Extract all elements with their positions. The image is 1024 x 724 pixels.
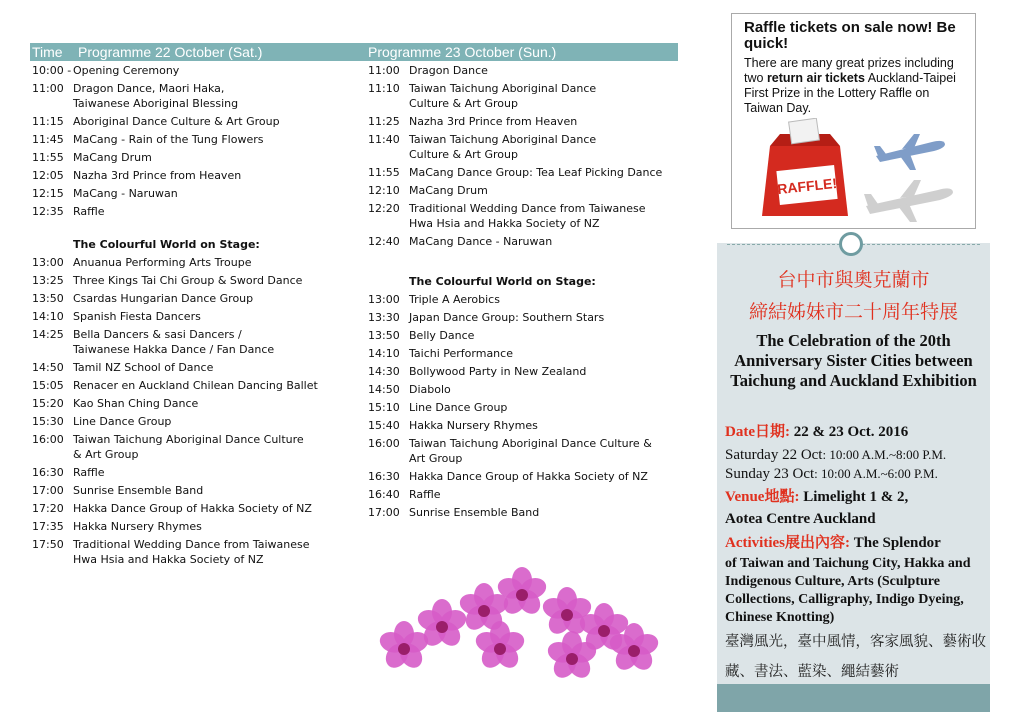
schedule-time: 10:00 - <box>32 64 72 77</box>
schedule-act-line: Taiwanese Hakka Dance / Fan Dance <box>73 343 275 356</box>
saturday-morning-list <box>32 63 323 219</box>
chinese-title-line-1: 台中市與奧克蘭市 <box>777 269 930 291</box>
schedule-time: 12:35 <box>32 205 64 218</box>
schedule-act <box>73 273 323 288</box>
schedule-row <box>368 292 664 307</box>
schedule-act-line: Dragon Dance, Maori Haka, <box>73 82 225 95</box>
schedule-act <box>73 150 323 165</box>
schedule-act-line: MaCang - Naruwan <box>73 187 178 200</box>
chinese-title-line-2: 締結姊妹市二十周年特展 <box>748 301 958 323</box>
schedule-time: 11:55 <box>368 166 400 179</box>
schedule-time: 12:10 <box>368 184 400 197</box>
saturday-hours <box>725 446 987 464</box>
schedule-act-line: Sunrise Ensemble Band <box>409 506 540 519</box>
schedule-row <box>368 328 664 343</box>
schedule-row <box>368 165 664 180</box>
schedule-act-line: Raffle <box>73 466 105 479</box>
schedule-time: 11:00 <box>32 82 64 95</box>
schedule-row <box>368 183 664 198</box>
schedule-time: 16:30 <box>32 466 64 479</box>
schedule-act <box>409 234 664 249</box>
schedule-row <box>368 201 664 231</box>
schedule-time: 16:30 <box>368 470 400 483</box>
saturday-section-title: The Colourful World on Stage: <box>73 238 260 251</box>
schedule-time: 14:50 <box>32 361 64 374</box>
raffle-body-bold: return air tickets <box>766 71 865 85</box>
schedule-time: 17:50 <box>32 538 64 551</box>
venue-value: Limelight 1 & 2, <box>799 489 909 505</box>
schedule-row <box>32 414 323 429</box>
airplane-icon <box>872 132 948 172</box>
saturday-afternoon-list <box>32 255 323 567</box>
schedule-row <box>32 273 323 288</box>
raffle-headline: Raffle tickets on sale now! Be quick! <box>744 19 956 52</box>
schedule-act-line: Kao Shan Ching Dance <box>73 397 199 410</box>
schedule-row <box>32 168 323 183</box>
raffle-body-1: There are many great prizes including two <box>744 56 954 85</box>
schedule-act <box>73 519 323 534</box>
schedule-time: 11:15 <box>32 115 64 128</box>
exhibition-info-panel <box>717 243 990 712</box>
schedule-time: 15:10 <box>368 401 400 414</box>
schedule-act-line: Bollywood Party in New Zealand <box>409 365 587 378</box>
schedule-act <box>73 465 323 480</box>
schedule-row <box>368 487 664 502</box>
raffle-description <box>744 56 969 116</box>
schedule-act-line: MaCang - Rain of the Tung Flowers <box>73 133 264 146</box>
schedule-row <box>32 291 323 306</box>
schedule-time: 14:30 <box>368 365 400 378</box>
schedule-time: 12:15 <box>32 187 64 200</box>
schedule-time: 16:00 <box>368 437 400 450</box>
schedule-row <box>368 505 664 520</box>
schedule-act-line: MaCang Dance - Naruwan <box>409 235 553 248</box>
schedule-time: 16:00 <box>32 433 64 446</box>
schedule-time: 15:05 <box>32 379 64 392</box>
schedule-time: 17:35 <box>32 520 64 533</box>
schedule-time: 17:00 <box>368 506 400 519</box>
schedule-act <box>73 360 323 375</box>
sunday-label: Sunday 23 Oct <box>725 466 815 482</box>
schedule-row <box>368 114 664 129</box>
schedule-act-line: Hakka Dance Group of Hakka Society of NZ <box>73 502 312 515</box>
schedule-act-line: Triple A Aerobics <box>409 293 500 306</box>
schedule-act-line: Taiwan Taichung Aboriginal Dance <box>409 133 597 146</box>
schedule-act <box>73 537 323 567</box>
schedule-time: 13:30 <box>368 311 400 324</box>
sunday-afternoon-list <box>368 292 664 520</box>
schedule-act-line: Hwa Hsia and Hakka Society of NZ <box>73 553 264 566</box>
schedule-act-line: Aboriginal Dance Culture & Art Group <box>73 115 280 128</box>
schedule-act <box>409 310 664 325</box>
schedule-act-line: Opening Ceremony <box>73 64 180 77</box>
schedule-act <box>73 168 323 183</box>
schedule-act <box>73 186 323 201</box>
schedule-act-line: Traditional Wedding Dance from Taiwanese <box>73 538 310 551</box>
schedule-row <box>32 327 323 357</box>
schedule-act-line: Traditional Wedding Dance from Taiwanese <box>409 202 646 215</box>
schedule-act-line: Three Kings Tai Chi Group & Sword Dance <box>73 274 303 287</box>
schedule-act-line: Hakka Dance Group of Hakka Society of NZ <box>409 470 648 483</box>
schedule-time: 11:40 <box>368 133 400 146</box>
schedule-row <box>368 63 664 78</box>
schedule-act-line: Line Dance Group <box>409 401 508 414</box>
saturday-time: : 10:00 A.M.~8:00 P.M. <box>822 447 947 462</box>
schedule-time: 11:45 <box>32 133 64 146</box>
schedule-row <box>368 469 664 484</box>
date-value: 22 & 23 Oct. 2016 <box>789 424 909 440</box>
schedule-act-line: & Art Group <box>73 448 139 461</box>
schedule-act-line: Taiwan Taichung Aboriginal Dance Culture & <box>409 437 652 450</box>
schedule-act <box>73 114 323 129</box>
schedule-act <box>409 487 664 502</box>
schedule-act <box>409 183 664 198</box>
schedule-time: 11:00 <box>368 64 400 77</box>
english-title: The Celebration of the 20th Anniversary Sister Cities between Taichung and Auckland Exhibition <box>730 331 977 390</box>
schedule-act <box>409 292 664 307</box>
schedule-act-line: Belly Dance <box>409 329 475 342</box>
date-line <box>725 424 987 441</box>
schedule-act-line: Hakka Nursery Rhymes <box>409 419 538 432</box>
sunday-hours <box>725 465 987 483</box>
schedule-act-line: Raffle <box>409 488 441 501</box>
schedule-row <box>32 396 323 411</box>
schedule-time: 14:25 <box>32 328 64 341</box>
schedule-row <box>32 537 323 567</box>
schedule-act-line: MaCang Drum <box>409 184 488 197</box>
schedule-act <box>73 483 323 498</box>
schedule-act <box>73 378 323 393</box>
schedule-act <box>73 501 323 516</box>
schedule-act-line: Hwa Hsia and Hakka Society of NZ <box>409 217 600 230</box>
schedule-row <box>368 234 664 249</box>
schedule-act-line: Diabolo <box>409 383 451 396</box>
schedule-act <box>73 432 323 462</box>
schedule-row <box>368 310 664 325</box>
schedule-act <box>73 309 323 324</box>
schedule-act-line: Nazha 3rd Prince from Heaven <box>409 115 578 128</box>
schedule-act-line: Taiwan Taichung Aboriginal Dance Culture <box>73 433 304 446</box>
schedule-act <box>409 132 664 162</box>
schedule-time: 17:00 <box>32 484 64 497</box>
saturday-label: Saturday 22 Oct <box>725 447 823 463</box>
schedule-time: 17:20 <box>32 502 64 515</box>
schedule-act <box>409 382 664 397</box>
schedule-act-line: Dragon Dance <box>409 64 488 77</box>
schedule-act-line: Line Dance Group <box>73 415 172 428</box>
schedule-act <box>409 364 664 379</box>
schedule-row <box>32 114 323 129</box>
schedule-row <box>368 364 664 379</box>
schedule-time: 13:50 <box>368 329 400 342</box>
schedule-act <box>409 346 664 361</box>
saturday-programme <box>32 63 323 570</box>
schedule-row <box>32 81 323 111</box>
schedule-time: 12:40 <box>368 235 400 248</box>
header-time: Time <box>30 43 76 61</box>
schedule-act <box>409 505 664 520</box>
schedule-act <box>73 204 323 219</box>
schedule-act <box>409 201 664 231</box>
schedule-time: 16:40 <box>368 488 400 501</box>
activities-value-1: The Splendor <box>849 535 941 551</box>
activities-description: of Taiwan and Taichung City, Hakka and Indigenous Culture, Arts (Sculpture Collections, Calligraphy, Indigo Dyeing, Chinese Knotting) <box>725 556 971 625</box>
schedule-time: 12:05 <box>32 169 64 182</box>
header-sunday: Programme 23 October (Sun.) <box>366 43 678 61</box>
schedule-row <box>32 309 323 324</box>
panel-footer <box>717 684 990 712</box>
schedule-time: 15:30 <box>32 415 64 428</box>
sunday-morning-list <box>368 63 664 249</box>
ring-ornament-icon <box>839 232 863 256</box>
schedule-act <box>73 414 323 429</box>
activities-chinese: 臺灣風光，臺中風情，客家風貌、藝術收藏、書法、藍染、繩結藝術 <box>725 634 986 680</box>
schedule-row <box>32 465 323 480</box>
schedule-row <box>368 418 664 433</box>
venue-label: Venue地點: <box>725 489 800 505</box>
schedule-act <box>409 81 664 111</box>
schedule-act <box>73 291 323 306</box>
schedule-act <box>73 255 323 270</box>
schedule-act <box>73 327 323 357</box>
schedule-act <box>409 400 664 415</box>
schedule-act-line: Japan Dance Group: Southern Stars <box>409 311 605 324</box>
schedule-row <box>368 132 664 162</box>
schedule-act <box>409 328 664 343</box>
schedule-time: 11:25 <box>368 115 400 128</box>
raffle-promo <box>731 13 976 229</box>
schedule-row <box>32 255 323 270</box>
venue-line-2: Aotea Centre Auckland <box>725 511 876 527</box>
schedule-act-line: Taiwanese Aboriginal Blessing <box>73 97 239 110</box>
schedule-row <box>32 63 323 78</box>
sunday-time: : 10:00 A.M.~6:00 P.M. <box>814 466 938 481</box>
schedule-act <box>409 165 664 180</box>
schedule-act-line: Spanish Fiesta Dancers <box>73 310 201 323</box>
activities-label: Activities展出內容: <box>725 535 850 551</box>
schedule-row <box>32 432 323 462</box>
schedule-row <box>32 501 323 516</box>
schedule-act-line: MaCang Dance Group: Tea Leaf Picking Dance <box>409 166 663 179</box>
schedule-time: 11:10 <box>368 82 400 95</box>
date-label: Date日期: <box>725 424 790 440</box>
airplane-icon <box>862 178 958 224</box>
schedule-row <box>32 483 323 498</box>
schedule-row <box>368 400 664 415</box>
schedule-row <box>368 382 664 397</box>
schedule-act-line: Hakka Nursery Rhymes <box>73 520 202 533</box>
schedule-act-line: Culture & Art Group <box>409 97 518 110</box>
schedule-act-line: Bella Dancers & sasi Dancers / <box>73 328 242 341</box>
schedule-time: 14:10 <box>32 310 64 323</box>
sunday-programme <box>368 63 664 523</box>
schedule-act-line: Culture & Art Group <box>409 148 518 161</box>
schedule-act-line: Nazha 3rd Prince from Heaven <box>73 169 242 182</box>
schedule-act-line: Anuanua Performing Arts Troupe <box>73 256 252 269</box>
sunday-section-title: The Colourful World on Stage: <box>409 275 596 288</box>
schedule-act <box>409 436 664 466</box>
header-saturday: Programme 22 October (Sat.) <box>76 43 368 61</box>
schedule-act-line: MaCang Drum <box>73 151 152 164</box>
schedule-row <box>368 81 664 111</box>
schedule-row <box>32 132 323 147</box>
raffle-box-icon <box>750 118 860 224</box>
schedule-act <box>73 132 323 147</box>
orchid-flowers-icon <box>372 566 662 682</box>
raffle-box-label: RAFFLE! <box>776 174 838 198</box>
schedule-act <box>409 418 664 433</box>
activities-line <box>725 535 987 552</box>
schedule-row <box>32 150 323 165</box>
schedule-time: 13:50 <box>32 292 64 305</box>
schedule-time: 13:00 <box>32 256 64 269</box>
schedule-act-line: Taichi Performance <box>409 347 513 360</box>
schedule-time: 12:20 <box>368 202 400 215</box>
schedule-time: 13:25 <box>32 274 64 287</box>
schedule-act-line: Taiwan Taichung Aboriginal Dance <box>409 82 597 95</box>
schedule-time: 11:55 <box>32 151 64 164</box>
schedule-act-line: Sunrise Ensemble Band <box>73 484 204 497</box>
schedule-act-line: Renacer en Auckland Chilean Dancing Ballet <box>73 379 318 392</box>
raffle-body-2: Auckland-Taipei First Prize in the Lottery Raffle on Taiwan Day. <box>744 71 956 115</box>
schedule-time: 14:50 <box>368 383 400 396</box>
schedule-time: 14:10 <box>368 347 400 360</box>
schedule-act <box>409 63 664 78</box>
schedule-act <box>409 114 664 129</box>
schedule-row <box>32 360 323 375</box>
schedule-act-line: Raffle <box>73 205 105 218</box>
schedule-row <box>32 519 323 534</box>
schedule-time: 15:40 <box>368 419 400 432</box>
schedule-act-line: Csardas Hungarian Dance Group <box>73 292 254 305</box>
schedule-act <box>73 63 323 78</box>
schedule-row <box>32 378 323 393</box>
schedule-act <box>409 469 664 484</box>
schedule-act <box>73 81 323 111</box>
schedule-row <box>368 346 664 361</box>
schedule-time: 15:20 <box>32 397 64 410</box>
schedule-act-line: Art Group <box>409 452 463 465</box>
schedule-row <box>368 436 664 466</box>
schedule-time: 13:00 <box>368 293 400 306</box>
schedule-act <box>73 396 323 411</box>
schedule-row <box>32 204 323 219</box>
schedule-act-line: Tamil NZ School of Dance <box>73 361 214 374</box>
schedule-row <box>32 186 323 201</box>
venue-line <box>725 489 987 506</box>
